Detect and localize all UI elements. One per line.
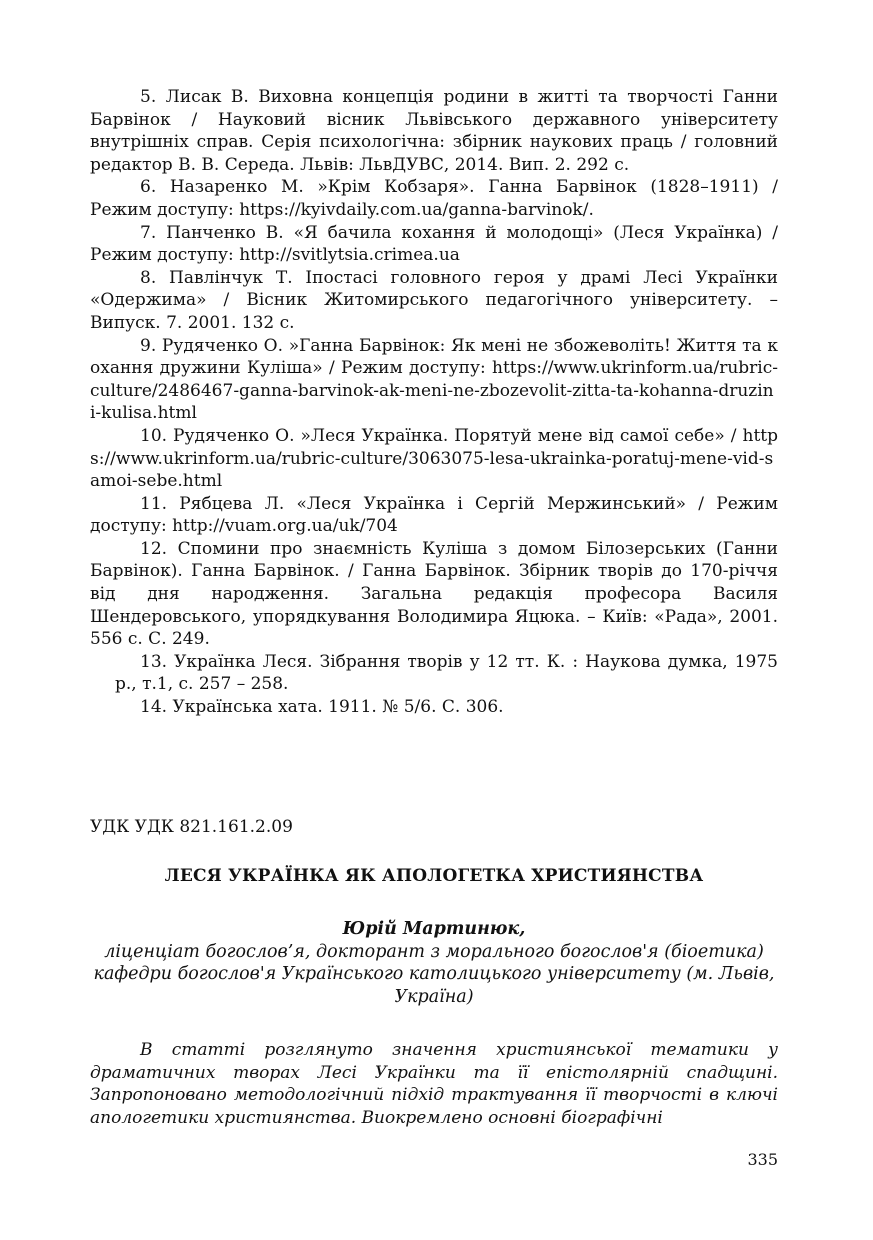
article-title: ЛЕСЯ УКРАЇНКА ЯК АПОЛОГЕТКА ХРИСТИЯНСТВА xyxy=(164,866,704,886)
reference-list xyxy=(90,86,778,719)
abstract-text: В статті розглянуто значення християнської тематики у драматичних творах Лесі Українки та її епістолярній спадщині. Запропоновано методологічний підхід трактування її творчості в ключі апологетики християнства. Виокремлено основні біографічні xyxy=(90,1040,778,1128)
reference-item: 10. Рудяченко О. »Леся Українка. Порятуй мене від самої себе» / https://www.ukrinform.ua/rubric-culture/3063075-lesa-ukrainka-poratuj-mene-vid-samoi-sebe.html xyxy=(90,425,778,492)
reference-item: 13. Українка Леся. Зібрання творів у 12 тт. К. : Наукова думка, 1975 р., т.1, с. 257 – 258. xyxy=(115,651,778,695)
reference-item: 6. Назаренко М. »Крім Кобзаря». Ганна Барвінок (1828–1911) / Режим доступу: https://kyivdaily.com.ua/ganna-barvinok/. xyxy=(90,177,778,220)
reference-item: 14. Українська хата. 1911. № 5/6. С. 306. xyxy=(140,697,504,718)
reference-item: 11. Рябцева Л. «Леся Українка і Сергій Мержинський» / Режим доступу: http://vuam.org.ua/uk/704 xyxy=(90,493,778,537)
reference-item: 12. Спомини про знаємність Куліша з домом Білозерських (Ганни Барвінок). Ганна Барвінок. / Ганна Барвінок. Збірник творів до 170-річчя від дня народження. Загальна редакція професора Василя Шендеровського, упорядкування Володимира Яцюка. – Київ: «Рада», 2001. 556 с. С. 249. xyxy=(90,538,778,650)
udc-code: УДК УДК 821.161.2.09 xyxy=(90,817,293,837)
reference-item: 7. Панченко В. «Я бачила кохання й молодощі» (Леся Українка) / Режим доступу: http://svitlytsia.crimea.ua xyxy=(90,222,778,266)
page-number: 335 xyxy=(747,1150,778,1169)
author-block xyxy=(90,918,778,1008)
reference-item: 8. Павлінчук Т. Іпостасі головного героя у драмі Лесі Українки «Одержима» / Вісник Житомирського педагогічного університету. – Випуск. 7. 2001. 132 с. xyxy=(90,267,778,333)
author-name: Юрій Мартинюк, xyxy=(342,919,526,939)
author-affiliation: ліценціат богослов’я, докторант з морального богослов'я (біоетика) кафедри богослов'я Українського католицького університету (м. Львів, Україна) xyxy=(93,941,775,1007)
reference-item: 9. Рудяченко О. »Ганна Барвінок: Як мені не збожеволіть! Життя та кохання дружини Куліша» / Режим доступу: https://www.ukrinform.ua/rubric-culture/2486467-ganna-barvinok-ak-meni-ne-zbozevolit-zitta-ta-kohanna-druzini-kulisa.html xyxy=(90,335,778,424)
reference-item: 5. Лисак В. Виховна концепція родини в житті та творчості Ганни Барвінок / Науковий вісник Львівського державного університету внутрішніх справ. Серія психологічна: збірник наукових праць / головний редактор В. В. Середа. Львів: ЛьвДУВС, 2014. Вип. 2. 292 с. xyxy=(90,87,778,175)
